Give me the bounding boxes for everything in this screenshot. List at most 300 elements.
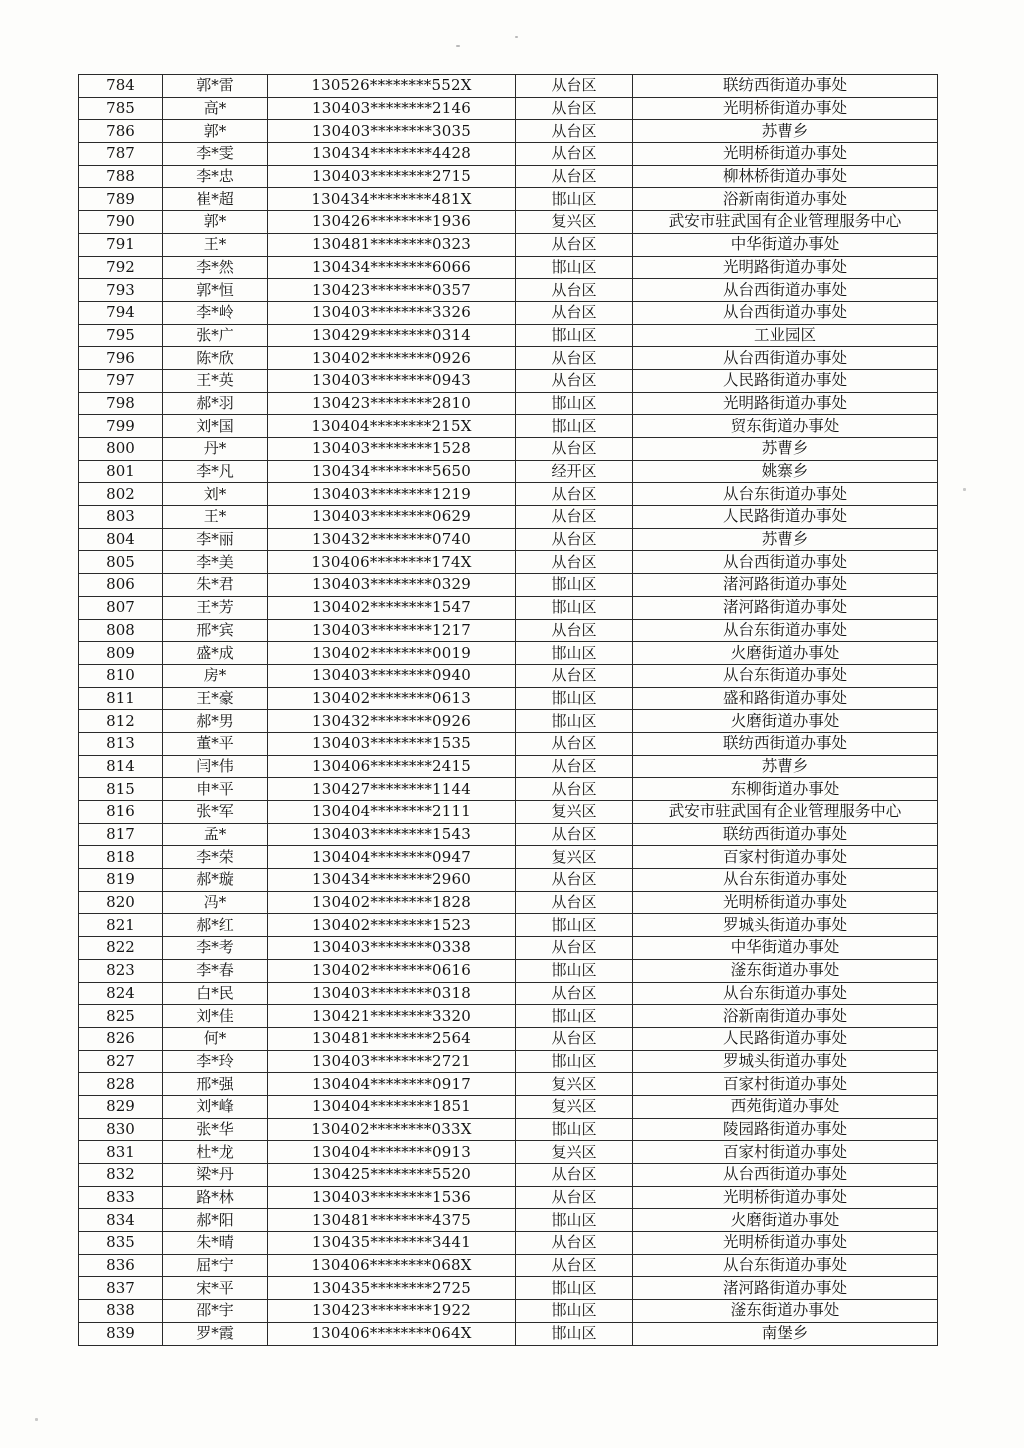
row-number-cell: 834	[79, 1209, 163, 1232]
id-number-cell: 130403********0329	[268, 574, 516, 597]
unit-cell: 从台西街道办事处	[633, 347, 938, 370]
unit-cell: 联纺西街道办事处	[633, 732, 938, 755]
table-row	[79, 1073, 938, 1096]
id-number-cell: 130403********1217	[268, 619, 516, 642]
unit-cell: 人民路街道办事处	[633, 1027, 938, 1050]
row-number-cell: 793	[79, 279, 163, 302]
name-cell: 李*忠	[163, 165, 268, 188]
name-cell: 郝*男	[163, 710, 268, 733]
table-row	[79, 596, 938, 619]
id-number-cell: 130403********3035	[268, 120, 516, 143]
name-cell: 李*岭	[163, 301, 268, 324]
table-row	[79, 301, 938, 324]
unit-cell: 武安市驻武国有企业管理服务中心	[633, 801, 938, 824]
row-number-cell: 803	[79, 506, 163, 529]
row-number-cell: 808	[79, 619, 163, 642]
row-number-cell: 828	[79, 1073, 163, 1096]
table-row	[79, 97, 938, 120]
unit-cell: 从台东街道办事处	[633, 1254, 938, 1277]
district-cell: 复兴区	[516, 1073, 633, 1096]
unit-cell: 罗城头街道办事处	[633, 1050, 938, 1073]
name-cell: 李*玲	[163, 1050, 268, 1073]
id-number-cell: 130481********0323	[268, 233, 516, 256]
id-number-cell: 130481********2564	[268, 1027, 516, 1050]
name-cell: 王*	[163, 506, 268, 529]
table-row	[79, 574, 938, 597]
id-number-cell: 130403********0943	[268, 369, 516, 392]
row-number-cell: 806	[79, 574, 163, 597]
table-row	[79, 415, 938, 438]
name-cell: 邢*强	[163, 1073, 268, 1096]
unit-cell: 从台东街道办事处	[633, 982, 938, 1005]
id-number-cell: 130403********1543	[268, 823, 516, 846]
row-number-cell: 838	[79, 1300, 163, 1323]
name-cell: 刘*	[163, 483, 268, 506]
unit-cell: 渚河路街道办事处	[633, 1277, 938, 1300]
name-cell: 屈*宁	[163, 1254, 268, 1277]
unit-cell: 光明桥街道办事处	[633, 1232, 938, 1255]
table-row	[79, 982, 938, 1005]
row-number-cell: 822	[79, 937, 163, 960]
unit-cell: 光明路街道办事处	[633, 256, 938, 279]
id-number-cell: 130526********552X	[268, 75, 516, 98]
district-cell: 从台区	[516, 1164, 633, 1187]
id-number-cell: 130435********3441	[268, 1232, 516, 1255]
table-row	[79, 392, 938, 415]
unit-cell: 浴新南街道办事处	[633, 188, 938, 211]
id-number-cell: 130403********3326	[268, 301, 516, 324]
name-cell: 崔*超	[163, 188, 268, 211]
table-row	[79, 75, 938, 98]
name-cell: 李*凡	[163, 460, 268, 483]
unit-cell: 人民路街道办事处	[633, 506, 938, 529]
row-number-cell: 810	[79, 664, 163, 687]
table-row	[79, 188, 938, 211]
district-cell: 邯山区	[516, 1322, 633, 1345]
name-cell: 王*芳	[163, 596, 268, 619]
name-cell: 何*	[163, 1027, 268, 1050]
id-number-cell: 130404********0917	[268, 1073, 516, 1096]
table-row	[79, 1118, 938, 1141]
unit-cell: 中华街道办事处	[633, 937, 938, 960]
row-number-cell: 824	[79, 982, 163, 1005]
table-row	[79, 324, 938, 347]
unit-cell: 苏曹乡	[633, 755, 938, 778]
row-number-cell: 804	[79, 528, 163, 551]
table-row	[79, 369, 938, 392]
unit-cell: 渚河路街道办事处	[633, 574, 938, 597]
district-cell: 从台区	[516, 982, 633, 1005]
district-cell: 邯山区	[516, 596, 633, 619]
unit-cell: 从台东街道办事处	[633, 869, 938, 892]
district-cell: 从台区	[516, 279, 633, 302]
name-cell: 闫*伟	[163, 755, 268, 778]
row-number-cell: 815	[79, 778, 163, 801]
row-number-cell: 789	[79, 188, 163, 211]
district-cell: 邯山区	[516, 392, 633, 415]
scan-speck	[456, 45, 460, 47]
table-row	[79, 1300, 938, 1323]
table-row	[79, 937, 938, 960]
unit-cell: 渚河路街道办事处	[633, 596, 938, 619]
unit-cell: 光明桥街道办事处	[633, 97, 938, 120]
name-cell: 朱*晴	[163, 1232, 268, 1255]
id-number-cell: 130402********0616	[268, 959, 516, 982]
id-number-cell: 130423********2810	[268, 392, 516, 415]
district-cell: 邯山区	[516, 687, 633, 710]
table-row	[79, 869, 938, 892]
unit-cell: 百家村街道办事处	[633, 1141, 938, 1164]
table-row	[79, 1005, 938, 1028]
row-number-cell: 811	[79, 687, 163, 710]
table-row	[79, 801, 938, 824]
row-number-cell: 813	[79, 732, 163, 755]
table-row	[79, 891, 938, 914]
row-number-cell: 836	[79, 1254, 163, 1277]
id-number-cell: 130402********1523	[268, 914, 516, 937]
row-number-cell: 796	[79, 347, 163, 370]
table-row	[79, 506, 938, 529]
district-cell: 邯山区	[516, 1005, 633, 1028]
row-number-cell: 790	[79, 211, 163, 234]
district-cell: 从台区	[516, 664, 633, 687]
unit-cell: 火磨街道办事处	[633, 1209, 938, 1232]
id-number-cell: 130403********0318	[268, 982, 516, 1005]
table-row	[79, 551, 938, 574]
row-number-cell: 788	[79, 165, 163, 188]
name-cell: 丹*	[163, 438, 268, 461]
unit-cell: 陵园路街道办事处	[633, 1118, 938, 1141]
unit-cell: 工业园区	[633, 324, 938, 347]
id-number-cell: 130406********174X	[268, 551, 516, 574]
row-number-cell: 785	[79, 97, 163, 120]
row-number-cell: 821	[79, 914, 163, 937]
table-row	[79, 959, 938, 982]
id-number-cell: 130403********0940	[268, 664, 516, 687]
row-number-cell: 814	[79, 755, 163, 778]
district-cell: 复兴区	[516, 801, 633, 824]
table-row	[79, 1050, 938, 1073]
name-cell: 李*然	[163, 256, 268, 279]
district-cell: 从台区	[516, 823, 633, 846]
row-number-cell: 827	[79, 1050, 163, 1073]
district-cell: 复兴区	[516, 1141, 633, 1164]
unit-cell: 百家村街道办事处	[633, 1073, 938, 1096]
id-number-cell: 130403********0629	[268, 506, 516, 529]
district-cell: 复兴区	[516, 211, 633, 234]
district-cell: 邯山区	[516, 324, 633, 347]
name-cell: 房*	[163, 664, 268, 687]
unit-cell: 人民路街道办事处	[633, 369, 938, 392]
table-row	[79, 619, 938, 642]
district-cell: 从台区	[516, 528, 633, 551]
table-row	[79, 460, 938, 483]
name-cell: 刘*佳	[163, 1005, 268, 1028]
row-number-cell: 835	[79, 1232, 163, 1255]
table-row	[79, 1209, 938, 1232]
district-cell: 邯山区	[516, 1277, 633, 1300]
id-number-cell: 130402********1547	[268, 596, 516, 619]
row-number-cell: 805	[79, 551, 163, 574]
row-number-cell: 784	[79, 75, 163, 98]
name-cell: 郭*雷	[163, 75, 268, 98]
row-number-cell: 798	[79, 392, 163, 415]
table-row	[79, 1232, 938, 1255]
table-row	[79, 664, 938, 687]
unit-cell: 东柳街道办事处	[633, 778, 938, 801]
table-row	[79, 143, 938, 166]
id-number-cell: 130429********0314	[268, 324, 516, 347]
district-cell: 邯山区	[516, 188, 633, 211]
name-cell: 李*美	[163, 551, 268, 574]
district-cell: 从台区	[516, 347, 633, 370]
row-number-cell: 792	[79, 256, 163, 279]
unit-cell: 从台西街道办事处	[633, 301, 938, 324]
unit-cell: 苏曹乡	[633, 120, 938, 143]
row-number-cell: 820	[79, 891, 163, 914]
name-cell: 王*英	[163, 369, 268, 392]
table-row	[79, 1186, 938, 1209]
district-cell: 从台区	[516, 75, 633, 98]
district-cell: 从台区	[516, 233, 633, 256]
unit-cell: 从台东街道办事处	[633, 619, 938, 642]
id-number-cell: 130404********215X	[268, 415, 516, 438]
name-cell: 孟*	[163, 823, 268, 846]
name-cell: 郝*璇	[163, 869, 268, 892]
unit-cell: 苏曹乡	[633, 528, 938, 551]
id-number-cell: 130406********068X	[268, 1254, 516, 1277]
name-cell: 宋*平	[163, 1277, 268, 1300]
row-number-cell: 833	[79, 1186, 163, 1209]
name-cell: 邢*宾	[163, 619, 268, 642]
row-number-cell: 807	[79, 596, 163, 619]
unit-cell: 滏东街道办事处	[633, 1300, 938, 1323]
district-cell: 邯山区	[516, 914, 633, 937]
table-row	[79, 914, 938, 937]
name-cell: 郝*阳	[163, 1209, 268, 1232]
id-number-cell: 130403********1528	[268, 438, 516, 461]
row-number-cell: 812	[79, 710, 163, 733]
district-cell: 从台区	[516, 778, 633, 801]
district-cell: 从台区	[516, 506, 633, 529]
id-number-cell: 130403********0338	[268, 937, 516, 960]
unit-cell: 武安市驻武国有企业管理服务中心	[633, 211, 938, 234]
unit-cell: 火磨街道办事处	[633, 642, 938, 665]
table-row	[79, 1164, 938, 1187]
roster-table-body	[79, 75, 938, 1346]
unit-cell: 从台东街道办事处	[633, 664, 938, 687]
district-cell: 经开区	[516, 460, 633, 483]
name-cell: 高*	[163, 97, 268, 120]
row-number-cell: 830	[79, 1118, 163, 1141]
id-number-cell: 130403********2146	[268, 97, 516, 120]
table-row	[79, 528, 938, 551]
name-cell: 李*荣	[163, 846, 268, 869]
table-row	[79, 233, 938, 256]
district-cell: 从台区	[516, 755, 633, 778]
table-row	[79, 687, 938, 710]
unit-cell: 光明路街道办事处	[633, 392, 938, 415]
scan-speck	[515, 36, 518, 38]
unit-cell: 光明桥街道办事处	[633, 1186, 938, 1209]
unit-cell: 从台西街道办事处	[633, 279, 938, 302]
name-cell: 郭*恒	[163, 279, 268, 302]
unit-cell: 光明桥街道办事处	[633, 891, 938, 914]
id-number-cell: 130427********1144	[268, 778, 516, 801]
district-cell: 从台区	[516, 369, 633, 392]
unit-cell: 火磨街道办事处	[633, 710, 938, 733]
unit-cell: 滏东街道办事处	[633, 959, 938, 982]
unit-cell: 光明桥街道办事处	[633, 143, 938, 166]
name-cell: 邵*宇	[163, 1300, 268, 1323]
district-cell: 从台区	[516, 120, 633, 143]
id-number-cell: 130481********4375	[268, 1209, 516, 1232]
id-number-cell: 130403********1536	[268, 1186, 516, 1209]
row-number-cell: 832	[79, 1164, 163, 1187]
unit-cell: 百家村街道办事处	[633, 846, 938, 869]
unit-cell: 联纺西街道办事处	[633, 75, 938, 98]
unit-cell: 苏曹乡	[633, 438, 938, 461]
row-number-cell: 794	[79, 301, 163, 324]
id-number-cell: 130403********1219	[268, 483, 516, 506]
id-number-cell: 130425********5520	[268, 1164, 516, 1187]
district-cell: 从台区	[516, 551, 633, 574]
district-cell: 从台区	[516, 165, 633, 188]
name-cell: 张*华	[163, 1118, 268, 1141]
unit-cell: 从台东街道办事处	[633, 483, 938, 506]
scan-speck	[35, 1418, 38, 1421]
row-number-cell: 829	[79, 1095, 163, 1118]
id-number-cell: 130404********1851	[268, 1095, 516, 1118]
unit-cell: 从台西街道办事处	[633, 551, 938, 574]
district-cell: 邯山区	[516, 959, 633, 982]
table-row	[79, 347, 938, 370]
row-number-cell: 826	[79, 1027, 163, 1050]
unit-cell: 中华街道办事处	[633, 233, 938, 256]
district-cell: 从台区	[516, 869, 633, 892]
scan-speck	[963, 488, 966, 491]
unit-cell: 盛和路街道办事处	[633, 687, 938, 710]
unit-cell: 南堡乡	[633, 1322, 938, 1345]
id-number-cell: 130404********0913	[268, 1141, 516, 1164]
district-cell: 邯山区	[516, 1209, 633, 1232]
district-cell: 邯山区	[516, 1300, 633, 1323]
row-number-cell: 817	[79, 823, 163, 846]
district-cell: 从台区	[516, 97, 633, 120]
id-number-cell: 130423********1922	[268, 1300, 516, 1323]
table-row	[79, 1141, 938, 1164]
row-number-cell: 791	[79, 233, 163, 256]
id-number-cell: 130403********1535	[268, 732, 516, 755]
table-row	[79, 483, 938, 506]
district-cell: 邯山区	[516, 1050, 633, 1073]
name-cell: 盛*成	[163, 642, 268, 665]
name-cell: 梁*丹	[163, 1164, 268, 1187]
id-number-cell: 130432********0926	[268, 710, 516, 733]
row-number-cell: 809	[79, 642, 163, 665]
id-number-cell: 130434********2960	[268, 869, 516, 892]
row-number-cell: 795	[79, 324, 163, 347]
name-cell: 罗*霞	[163, 1322, 268, 1345]
table-row	[79, 755, 938, 778]
id-number-cell: 130406********2415	[268, 755, 516, 778]
district-cell: 复兴区	[516, 846, 633, 869]
id-number-cell: 130406********064X	[268, 1322, 516, 1345]
district-cell: 邯山区	[516, 256, 633, 279]
row-number-cell: 818	[79, 846, 163, 869]
name-cell: 刘*国	[163, 415, 268, 438]
id-number-cell: 130402********0926	[268, 347, 516, 370]
name-cell: 朱*君	[163, 574, 268, 597]
table-row	[79, 256, 938, 279]
district-cell: 邯山区	[516, 710, 633, 733]
id-number-cell: 130434********481X	[268, 188, 516, 211]
row-number-cell: 801	[79, 460, 163, 483]
table-row	[79, 211, 938, 234]
district-cell: 邯山区	[516, 1118, 633, 1141]
table-row	[79, 1095, 938, 1118]
row-number-cell: 797	[79, 369, 163, 392]
district-cell: 从台区	[516, 1027, 633, 1050]
id-number-cell: 130402********033X	[268, 1118, 516, 1141]
table-row	[79, 279, 938, 302]
unit-cell: 联纺西街道办事处	[633, 823, 938, 846]
name-cell: 李*春	[163, 959, 268, 982]
district-cell: 从台区	[516, 891, 633, 914]
unit-cell: 柳林桥街道办事处	[633, 165, 938, 188]
name-cell: 郝*红	[163, 914, 268, 937]
name-cell: 白*民	[163, 982, 268, 1005]
id-number-cell: 130435********2725	[268, 1277, 516, 1300]
unit-cell: 西苑街道办事处	[633, 1095, 938, 1118]
id-number-cell: 130403********2721	[268, 1050, 516, 1073]
name-cell: 李*考	[163, 937, 268, 960]
district-cell: 从台区	[516, 1186, 633, 1209]
table-row	[79, 1322, 938, 1345]
district-cell: 从台区	[516, 1232, 633, 1255]
row-number-cell: 786	[79, 120, 163, 143]
district-cell: 邯山区	[516, 642, 633, 665]
district-cell: 从台区	[516, 301, 633, 324]
id-number-cell: 130402********0613	[268, 687, 516, 710]
id-number-cell: 130404********2111	[268, 801, 516, 824]
name-cell: 董*平	[163, 732, 268, 755]
id-number-cell: 130402********1828	[268, 891, 516, 914]
name-cell: 郭*	[163, 120, 268, 143]
row-number-cell: 800	[79, 438, 163, 461]
id-number-cell: 130434********6066	[268, 256, 516, 279]
name-cell: 杜*龙	[163, 1141, 268, 1164]
row-number-cell: 831	[79, 1141, 163, 1164]
table-row	[79, 438, 938, 461]
name-cell: 王*豪	[163, 687, 268, 710]
id-number-cell: 130434********5650	[268, 460, 516, 483]
row-number-cell: 799	[79, 415, 163, 438]
name-cell: 刘*峰	[163, 1095, 268, 1118]
id-number-cell: 130403********2715	[268, 165, 516, 188]
table-row	[79, 1254, 938, 1277]
table-row	[79, 642, 938, 665]
id-number-cell: 130426********1936	[268, 211, 516, 234]
unit-cell: 浴新南街道办事处	[633, 1005, 938, 1028]
table-row	[79, 120, 938, 143]
district-cell: 复兴区	[516, 1095, 633, 1118]
unit-cell: 姚寨乡	[633, 460, 938, 483]
name-cell: 李*丽	[163, 528, 268, 551]
district-cell: 从台区	[516, 619, 633, 642]
district-cell: 从台区	[516, 143, 633, 166]
district-cell: 从台区	[516, 732, 633, 755]
